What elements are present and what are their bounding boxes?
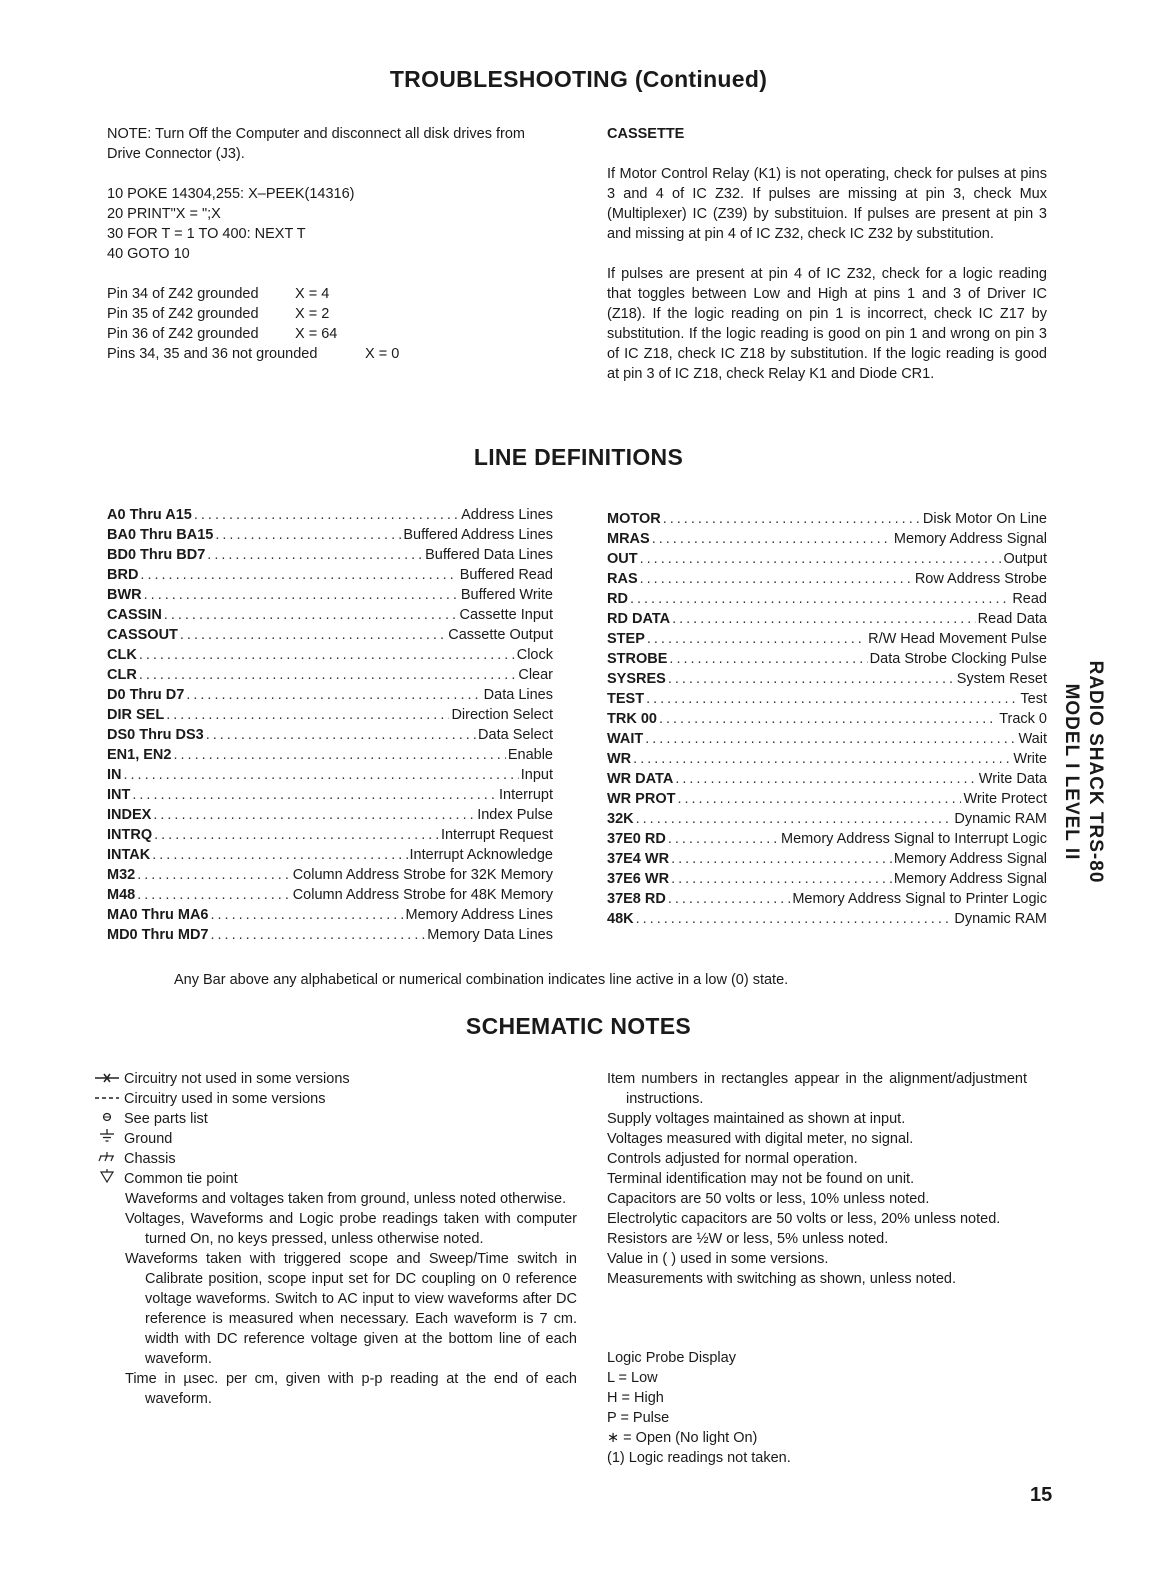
program-line: 40 GOTO 10 (107, 246, 190, 262)
definition-row: EN1, EN2 ..... Enable (107, 745, 553, 765)
definition-row: TEST ..... Test (607, 689, 1047, 709)
troubleshooting-heading: TROUBLESHOOTING (Continued) (389, 66, 768, 92)
schematic-note: Electrolytic capacitors are 50 volts or less, 20% unless noted. (607, 1211, 1001, 1227)
schematic-note: Resistors are ½W or less, 5% unless noted. (607, 1231, 889, 1247)
schematic-notes-left (90, 1069, 577, 1409)
grounded-row: Pin 35 of Z42 grounded X = 2 (107, 306, 330, 322)
definition-row: MA0 Thru MA6 ..... Memory Address Lines (107, 905, 553, 925)
schematic-note: Time in µsec. per cm, given with p-p reading at the end of each waveform. (125, 1371, 577, 1407)
definition-row: INTAK ..... Interrupt Acknowledge (107, 845, 553, 865)
parts-list-icon (90, 1109, 124, 1129)
definition-row: INTRQ ..... Interrupt Request (107, 825, 553, 845)
schematic-note: Voltages measured with digital meter, no signal. (607, 1131, 914, 1147)
definition-row: BD0 Thru BD7 ..... Buffered Data Lines (107, 545, 553, 565)
definition-row: INT ..... Interrupt (107, 785, 553, 805)
logic-probe-item: (1) Logic readings not taken. (607, 1450, 791, 1466)
definition-row: CLK ..... Clock (107, 645, 553, 665)
definition-row: 37E8 RD ..... Memory Address Signal to Printer Logic (607, 889, 1047, 909)
definition-row: A0 Thru A15 ..... Address Lines (107, 505, 553, 525)
logic-probe-title: Logic Probe Display (607, 1350, 736, 1366)
definition-row: BA0 Thru BA15 ..... Buffered Address Lines (107, 525, 553, 545)
ground-icon (90, 1129, 124, 1149)
logic-probe-item: L = Low (607, 1370, 658, 1386)
definition-row: WR ..... Write (607, 749, 1047, 769)
schematic-notes-right (607, 1069, 1027, 1289)
symbol-row: Ground (90, 1129, 577, 1149)
logic-probe-display (607, 1348, 1027, 1468)
symbol-row: Chassis (90, 1149, 577, 1169)
definition-row: MRAS ..... Memory Address Signal (607, 529, 1047, 549)
definition-row: M48 ..... Column Address Strobe for 48K Memory (107, 885, 553, 905)
definition-row: M32 ..... Column Address Strobe for 32K Memory (107, 865, 553, 885)
troubleshooting-left (107, 124, 562, 364)
schematic-note: Capacitors are 50 volts or less, 10% unless noted. (607, 1191, 930, 1207)
line-definitions-right (607, 509, 1047, 929)
definition-row: WAIT ..... Wait (607, 729, 1047, 749)
line-definitions-left (107, 505, 553, 945)
schematic-note: Supply voltages maintained as shown at input. (607, 1111, 906, 1127)
definition-row: RD DATA ..... Read Data (607, 609, 1047, 629)
symbol-row: Circuitry not used in some versions (90, 1069, 577, 1089)
cassette-paragraph: If pulses are present at pin 4 of IC Z32, check for a logic reading that toggles between Low and High at pins 1 and 3 of Driver IC (Z18). If the logic reading on pin 1 is incorrect, check IC Z17 by substitution. If the logic reading is good on pin 1 and wrong on pin 3 of IC Z18, check IC Z18 by substitution. If the logic reading is good at pin 3 of IC Z18, check Relay K1 and Diode CR1. (607, 266, 1047, 382)
definition-row: BWR ..... Buffered Write (107, 585, 553, 605)
definition-row: CASSIN ..... Cassette Input (107, 605, 553, 625)
definition-row: IN ..... Input (107, 765, 553, 785)
grounded-row: Pins 34, 35 and 36 not grounded X = 0 (107, 346, 400, 362)
definition-row: DS0 Thru DS3 ..... Data Select (107, 725, 553, 745)
definition-row: CASSOUT ..... Cassette Output (107, 625, 553, 645)
active-low-footnote: Any Bar above any alphabetical or numerical combination indicates line active in a low (0) state. (174, 972, 789, 988)
definition-row: 37E6 WR ..... Memory Address Signal (607, 869, 1047, 889)
symbol-row: Circuitry used in some versions (90, 1089, 577, 1109)
definition-row: STEP ..... R/W Head Movement Pulse (607, 629, 1047, 649)
side-label-line1: RADIO SHACK TRS-80 (1085, 660, 1106, 884)
definition-row: STROBE ..... Data Strobe Clocking Pulse (607, 649, 1047, 669)
schematic-note: Waveforms and voltages taken from ground, unless noted otherwise. (125, 1191, 567, 1207)
logic-probe-item: ∗ = Open (No light On) (607, 1430, 758, 1446)
dashed-crossed-line-icon (90, 1069, 124, 1089)
symbol-row: Common tie point (90, 1169, 577, 1189)
definition-row: SYSRES ..... System Reset (607, 669, 1047, 689)
logic-probe-item: H = High (607, 1390, 664, 1406)
cassette-paragraph: If Motor Control Relay (K1) is not operating, check for pulses at pins 3 and 4 of IC Z32. If pulses are missing at pin 3, check Mux (Multiplexer) IC (Z39) by substituion. If pulses are present at pin 3 and missing at pin 4 of IC Z32, check IC Z32 by substitution. (607, 166, 1047, 242)
definition-row: WR PROT ..... Write Protect (607, 789, 1047, 809)
definition-row: 37E4 WR ..... Memory Address Signal (607, 849, 1047, 869)
schematic-note: Waveforms taken with triggered scope and Sweep/Time switch in Calibrate position, scope input set for DC coupling on 0 reference voltage waveforms. Switch to AC input to view waveforms after DC reference is measured when necessary. Each waveform is 7 cm. width with DC reference voltage given at the bottom line of each waveform. (125, 1251, 577, 1367)
definition-row: MOTOR ..... Disk Motor On Line (607, 509, 1047, 529)
dashed-line-icon (90, 1089, 124, 1109)
common-tie-icon (90, 1169, 124, 1189)
program-line: 20 PRINT"X = ";X (107, 206, 221, 222)
schematic-note: Measurements with switching as shown, unless noted. (607, 1271, 956, 1287)
definition-row: D0 Thru D7 ..... Data Lines (107, 685, 553, 705)
definition-row: WR DATA ..... Write Data (607, 769, 1047, 789)
definition-row: OUT ..... Output (607, 549, 1047, 569)
grounded-table (107, 284, 562, 364)
symbol-row: See parts list (90, 1109, 577, 1129)
grounded-row: Pin 34 of Z42 grounded X = 4 (107, 286, 330, 302)
schematic-note: Voltages, Waveforms and Logic probe readings taken with computer turned On, no keys pressed, unless otherwise noted. (125, 1211, 577, 1247)
definition-row: 37E0 RD ..... Memory Address Signal to Interrupt Logic (607, 829, 1047, 849)
schematic-note: Value in ( ) used in some versions. (607, 1251, 829, 1267)
side-label (1054, 658, 1112, 886)
side-label-line2: MODEL I LEVEL II (1061, 683, 1082, 861)
definition-row: 32K ..... Dynamic RAM (607, 809, 1047, 829)
definition-row: 48K ..... Dynamic RAM (607, 909, 1047, 929)
schematic-note: Item numbers in rectangles appear in the alignment/adjustment instructions. (607, 1071, 1027, 1107)
schematic-note: Terminal identification may not be found on unit. (607, 1171, 915, 1187)
program-line: 10 POKE 14304,255: X–PEEK(14316) (107, 186, 355, 202)
definition-row: CLR ..... Clear (107, 665, 553, 685)
logic-probe-item: P = Pulse (607, 1410, 670, 1426)
definition-row: DIR SEL ..... Direction Select (107, 705, 553, 725)
disconnect-note: NOTE: Turn Off the Computer and disconnect all disk drives from Drive Connector (J3). (107, 126, 525, 162)
definition-row: MD0 Thru MD7 ..... Memory Data Lines (107, 925, 553, 945)
schematic-note: Controls adjusted for normal operation. (607, 1151, 858, 1167)
cassette-title: CASSETTE (607, 126, 685, 142)
page-number: 15 (1030, 1484, 1053, 1506)
schematic-notes-heading: SCHEMATIC NOTES (465, 1013, 692, 1039)
chassis-icon (90, 1149, 124, 1169)
definition-row: TRK 00 ..... Track 0 (607, 709, 1047, 729)
program-line: 30 FOR T = 1 TO 400: NEXT T (107, 226, 306, 242)
definition-row: BRD ..... Buffered Read (107, 565, 553, 585)
cassette-section (607, 124, 1047, 384)
definition-row: RAS ..... Row Address Strobe (607, 569, 1047, 589)
definition-row: RD ..... Read (607, 589, 1047, 609)
line-definitions-heading: LINE DEFINITIONS (473, 444, 684, 470)
definition-row: INDEX ..... Index Pulse (107, 805, 553, 825)
grounded-row: Pin 36 of Z42 grounded X = 64 (107, 326, 338, 342)
